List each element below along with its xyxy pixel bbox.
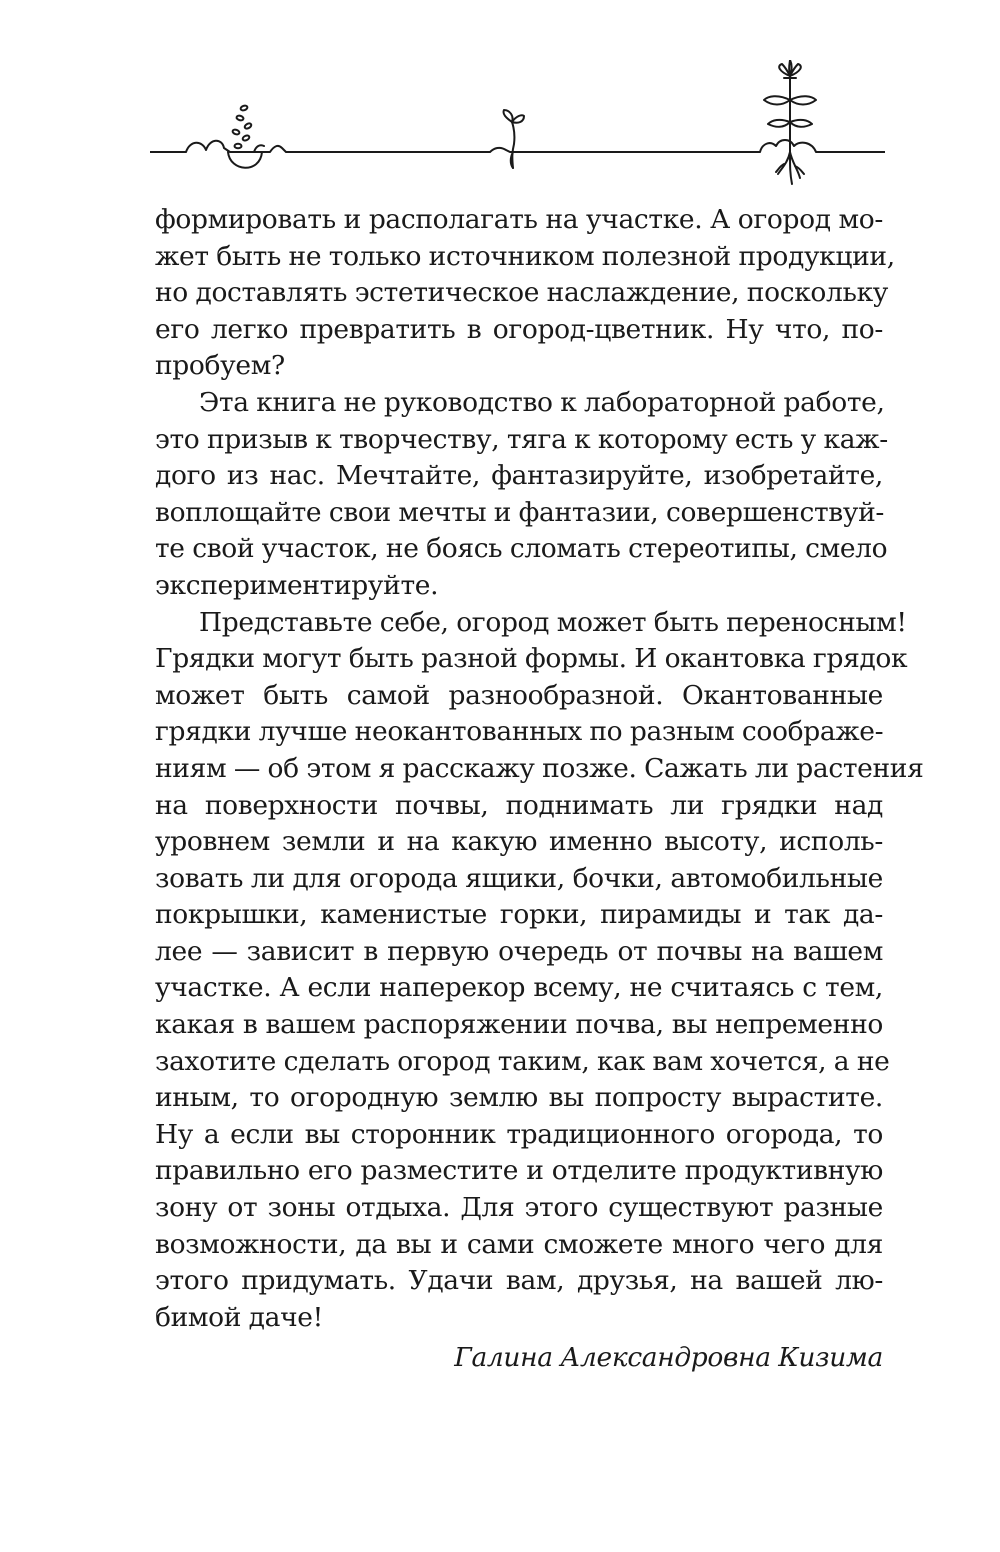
body-text bbox=[155, 202, 924, 1380]
paragraph-1 bbox=[155, 202, 895, 385]
text-line: его легко превратить в огород-цветник. Ну что, по- bbox=[155, 313, 883, 345]
text-line: грядки лучше неокантованных по разным соображе- bbox=[155, 716, 884, 748]
text-line: дого из нас. Мечтайте, фантазируйте, изобретайте, bbox=[155, 460, 883, 492]
text-line: Ну а если вы сторонник традиционного огорода, то bbox=[155, 1118, 883, 1150]
text-line: формировать и располагать на участке. А огород мо- bbox=[155, 204, 883, 235]
text-line: зону от зоны отдыха. Для этого существуют разные bbox=[155, 1192, 883, 1224]
text-line: Грядки могут быть разной формы. И окантовка грядок bbox=[155, 643, 908, 675]
header-ornament bbox=[150, 60, 885, 190]
text-line: лее — зависит в первую очередь от почвы на вашем bbox=[155, 935, 883, 967]
seeds-icon bbox=[228, 105, 264, 168]
text-line: участке. А если наперекор всему, не считаясь с тем, bbox=[155, 972, 883, 1004]
text-line: правильно его разместите и отделите продуктивную bbox=[155, 1155, 883, 1187]
text-line: жет быть не только источником полезной продукции, bbox=[155, 240, 895, 272]
text-line: на поверхности почвы, поднимать ли грядки над bbox=[155, 789, 883, 821]
text-line: ниям — об этом я расскажу позже. Сажать ли растения bbox=[155, 752, 924, 784]
text-line: пробуем? bbox=[155, 350, 285, 382]
text-line: захотите сделать огород таким, как вам хочется, а не bbox=[155, 1045, 890, 1077]
text-line: покрышки, каменистые горки, пирамиды и так да- bbox=[155, 899, 883, 931]
text-line: те свой участок, не боясь сломать стереотипы, смело bbox=[155, 533, 888, 565]
flowering-plant-icon bbox=[764, 60, 816, 184]
sprout-icon bbox=[503, 110, 524, 168]
text-line: но доставлять эстетическое наслаждение, поскольку bbox=[155, 277, 889, 309]
paragraph-2 bbox=[155, 385, 888, 605]
text-line: может быть самой разнообразной. Окантованные bbox=[155, 679, 883, 711]
text-line: это призыв к творчеству, тяга к которому есть у каж- bbox=[155, 423, 888, 455]
text-line: воплощайте свои мечты и фантазии, совершенствуй- bbox=[155, 496, 885, 528]
text-line: уровнем земли и на какую именно высоту, исполь- bbox=[155, 826, 883, 858]
paragraph-3 bbox=[155, 605, 924, 1337]
text-line: этого придумать. Удачи вам, друзья, на вашей лю- bbox=[155, 1265, 883, 1297]
text-line: иным, то огородную землю вы попросту вырастите. bbox=[155, 1082, 883, 1114]
text-line: возможности, да вы и сами сможете много чего для bbox=[155, 1228, 883, 1260]
text-line: бимой даче! bbox=[155, 1301, 323, 1333]
text-line: Представьте себе, огород может быть переносным! bbox=[199, 606, 907, 638]
author-signature: Галина Александровна Кизима bbox=[454, 1342, 883, 1374]
text-line: экспериментируйте. bbox=[155, 569, 439, 601]
text-line: какая в вашем распоряжении почва, вы непременно bbox=[155, 1009, 883, 1041]
text-line: зовать ли для огорода ящики, бочки, автомобильные bbox=[155, 862, 883, 894]
text-line: Эта книга не руководство к лабораторной работе, bbox=[199, 386, 885, 418]
